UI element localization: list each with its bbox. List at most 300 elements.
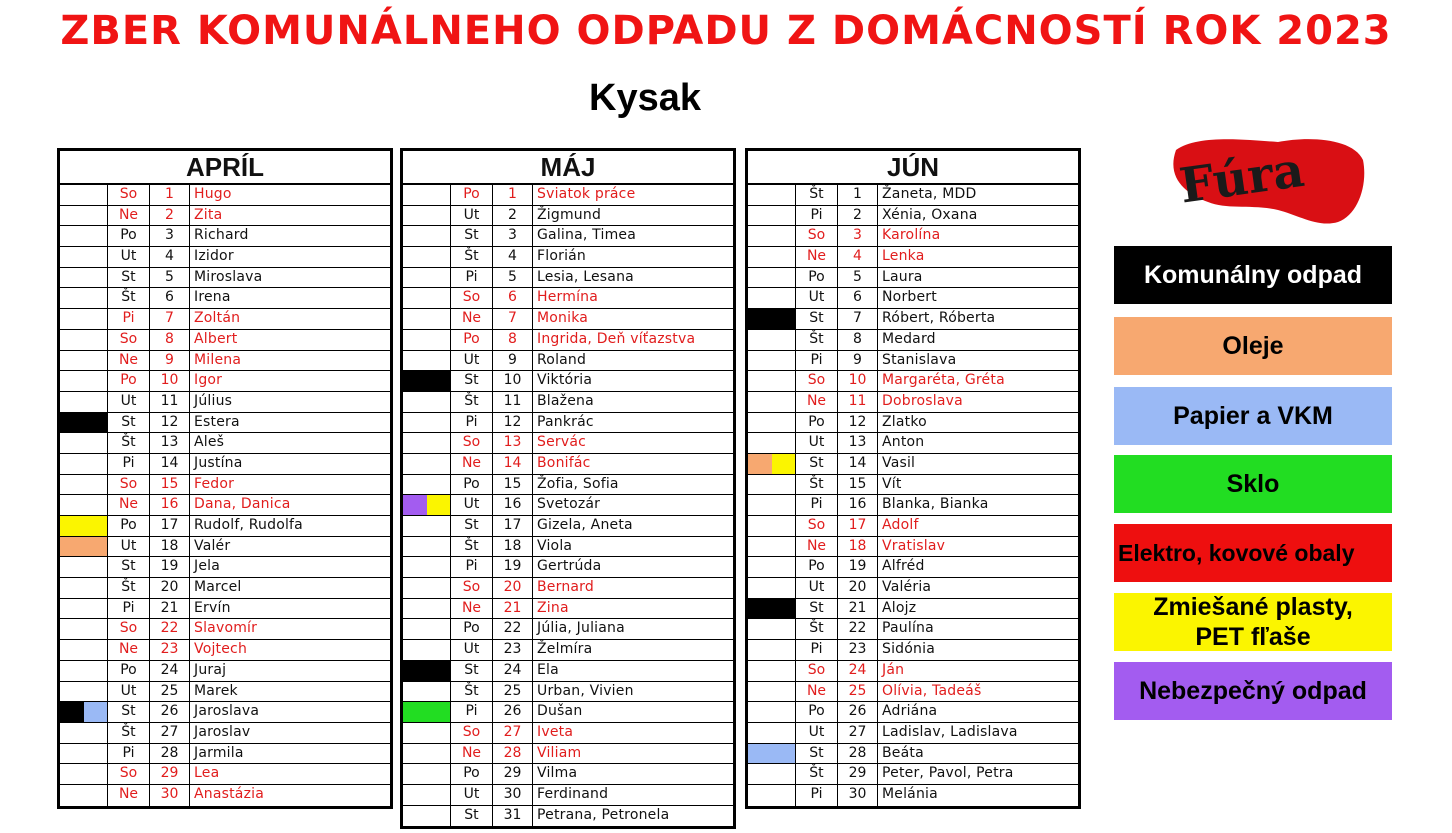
day-of-week: Št: [796, 764, 838, 784]
day-of-week: Št: [796, 185, 838, 205]
collection-mark-swatch: [403, 371, 450, 391]
day-row: [403, 495, 733, 516]
day-of-week: Pi: [108, 744, 150, 764]
day-of-week: Št: [108, 288, 150, 308]
name-day: Jaroslava: [194, 703, 260, 720]
day-number: 18: [150, 537, 190, 557]
day-row: [403, 206, 733, 227]
collection-mark: [60, 185, 108, 205]
day-row: [60, 744, 390, 765]
name-day: Anastázia: [194, 785, 265, 802]
day-number: 25: [150, 682, 190, 702]
day-number: 13: [493, 433, 533, 453]
name-day: Irena: [194, 289, 231, 306]
day-number: 3: [150, 226, 190, 246]
day-of-week: Pi: [451, 268, 493, 288]
day-number: 10: [838, 371, 878, 391]
collection-mark: [748, 454, 796, 474]
day-of-week: So: [451, 578, 493, 598]
day-number: 12: [838, 413, 878, 433]
collection-mark: [403, 351, 451, 371]
collection-mark: [403, 661, 451, 681]
collection-mark: [60, 557, 108, 577]
name-day: Ferdinand: [537, 785, 609, 802]
day-row: [748, 454, 1078, 475]
day-row: [748, 185, 1078, 206]
day-row: [748, 371, 1078, 392]
day-number: 2: [838, 206, 878, 226]
day-number: 7: [838, 309, 878, 329]
day-row: [403, 744, 733, 765]
day-row: [403, 764, 733, 785]
name-day: Júlia, Juliana: [537, 620, 625, 637]
name-day: Richard: [194, 227, 249, 244]
legend-sklo: Sklo: [1114, 455, 1392, 513]
name-day: Valéria: [882, 579, 932, 596]
collection-mark: [60, 764, 108, 784]
day-row: [748, 744, 1078, 765]
name-day: Petrana, Petronela: [537, 806, 670, 823]
day-number: 2: [493, 206, 533, 226]
collection-mark: [60, 682, 108, 702]
day-number: 20: [838, 578, 878, 598]
day-of-week: Ut: [451, 785, 493, 805]
day-number: 6: [493, 288, 533, 308]
day-row: [748, 475, 1078, 496]
collection-mark: [403, 206, 451, 226]
collection-mark: [748, 785, 796, 806]
name-day: Lea: [194, 765, 220, 782]
day-number: 12: [493, 413, 533, 433]
day-of-week: St: [451, 661, 493, 681]
day-of-week: Ne: [108, 785, 150, 806]
collection-mark: [60, 309, 108, 329]
day-of-week: Pi: [796, 495, 838, 515]
day-of-week: Ne: [796, 392, 838, 412]
legend-komunalny: Komunálny odpad: [1114, 246, 1392, 304]
day-row: [403, 330, 733, 351]
day-row: [748, 433, 1078, 454]
collection-mark: [748, 268, 796, 288]
day-number: 10: [493, 371, 533, 391]
day-row: [748, 619, 1078, 640]
day-row: [60, 682, 390, 703]
day-number: 8: [493, 330, 533, 350]
day-of-week: Ne: [108, 640, 150, 660]
day-number: 26: [150, 702, 190, 722]
day-row: [403, 413, 733, 434]
day-number: 5: [838, 268, 878, 288]
day-row: [403, 475, 733, 496]
day-of-week: Ne: [108, 495, 150, 515]
collection-mark: [748, 413, 796, 433]
name-day: Viktória: [537, 372, 593, 389]
day-number: 27: [150, 723, 190, 743]
day-of-week: Št: [108, 433, 150, 453]
day-number: 13: [838, 433, 878, 453]
collection-mark: [748, 764, 796, 784]
day-of-week: Ne: [108, 206, 150, 226]
name-day: Žofia, Sofia: [537, 475, 619, 492]
day-rows: [748, 185, 1078, 806]
collection-mark: [403, 371, 451, 391]
collection-mark: [403, 185, 451, 205]
collection-mark: [748, 682, 796, 702]
collection-mark: [748, 702, 796, 722]
day-number: 8: [150, 330, 190, 350]
day-of-week: St: [451, 371, 493, 391]
day-number: 6: [150, 288, 190, 308]
name-day: Norbert: [882, 289, 937, 306]
collection-mark-swatch: [403, 661, 450, 681]
day-row: [403, 537, 733, 558]
day-number: 2: [150, 206, 190, 226]
name-day: Vilma: [537, 765, 578, 782]
collection-mark: [748, 288, 796, 308]
day-of-week: So: [108, 330, 150, 350]
day-of-week: Ne: [451, 744, 493, 764]
day-row: [60, 392, 390, 413]
name-day: Ela: [537, 661, 559, 678]
day-row: [60, 413, 390, 434]
name-day: Svetozár: [537, 496, 601, 513]
day-row: [748, 578, 1078, 599]
name-day: Marcel: [194, 579, 242, 596]
day-number: 11: [150, 392, 190, 412]
collection-mark: [60, 288, 108, 308]
name-day: Ján: [882, 661, 905, 678]
name-day: Aleš: [194, 434, 225, 451]
collection-mark: [748, 206, 796, 226]
day-of-week: Po: [108, 226, 150, 246]
collection-mark: [748, 537, 796, 557]
day-row: [403, 454, 733, 475]
name-day: Bernard: [537, 579, 594, 596]
collection-mark: [748, 247, 796, 267]
day-of-week: Po: [796, 702, 838, 722]
month-table-april: [57, 148, 393, 809]
day-number: 9: [150, 351, 190, 371]
day-number: 26: [838, 702, 878, 722]
collection-mark: [748, 371, 796, 391]
collection-mark-swatch: [60, 413, 107, 433]
day-number: 9: [493, 351, 533, 371]
name-day: Žaneta, MDD: [882, 186, 977, 202]
collection-mark: [60, 578, 108, 598]
day-row: [748, 702, 1078, 723]
collection-mark: [403, 495, 451, 515]
month-header: JÚN: [748, 151, 1078, 185]
day-row: [748, 537, 1078, 558]
day-row: [60, 578, 390, 599]
day-row: [60, 206, 390, 227]
month-table-june: [745, 148, 1081, 809]
name-day: Blažena: [537, 392, 594, 409]
day-row: [403, 682, 733, 703]
collection-mark: [403, 226, 451, 246]
name-day: Milena: [194, 351, 242, 368]
day-row: [60, 371, 390, 392]
day-of-week: Ne: [451, 454, 493, 474]
name-day: Blanka, Bianka: [882, 496, 989, 513]
name-day: Sidónia: [882, 641, 935, 658]
day-number: 11: [838, 392, 878, 412]
day-number: 17: [150, 516, 190, 536]
day-row: [60, 640, 390, 661]
day-of-week: Št: [451, 392, 493, 412]
collection-mark: [748, 475, 796, 495]
collection-mark-swatch: [748, 599, 795, 619]
day-row: [748, 226, 1078, 247]
day-of-week: So: [108, 475, 150, 495]
day-of-week: St: [796, 309, 838, 329]
day-number: 6: [838, 288, 878, 308]
day-of-week: Št: [451, 682, 493, 702]
day-row: [60, 226, 390, 247]
day-of-week: St: [796, 744, 838, 764]
name-day: Beáta: [882, 744, 924, 761]
name-day: Žigmund: [537, 206, 602, 223]
collection-mark-swatch: [60, 702, 84, 722]
collection-mark-swatch: [403, 495, 427, 515]
collection-mark: [403, 288, 451, 308]
day-of-week: St: [108, 413, 150, 433]
collection-mark: [403, 764, 451, 784]
day-row: [748, 785, 1078, 806]
day-of-week: Št: [796, 475, 838, 495]
name-day: Karolína: [882, 227, 941, 244]
collection-mark: [748, 309, 796, 329]
day-number: 30: [838, 785, 878, 806]
name-day: Želmíra: [537, 641, 593, 658]
day-of-week: Pi: [108, 454, 150, 474]
day-number: 21: [150, 599, 190, 619]
day-row: [748, 723, 1078, 744]
day-row: [403, 309, 733, 330]
day-of-week: Ne: [108, 351, 150, 371]
day-of-week: Ne: [796, 537, 838, 557]
collection-mark: [60, 495, 108, 515]
name-day: Melánia: [882, 785, 938, 802]
collection-mark: [60, 247, 108, 267]
page-title: ZBER KOMUNÁLNEHO ODPADU Z DOMÁCNOSTÍ ROK 2023: [60, 8, 1392, 54]
name-day: Dobroslava: [882, 392, 963, 409]
name-day: Miroslava: [194, 268, 263, 285]
collection-mark: [403, 744, 451, 764]
name-day: Dušan: [537, 703, 583, 720]
collection-mark-swatch: [427, 495, 451, 515]
collection-mark-swatch: [60, 516, 107, 536]
name-day: Sviatok práce: [537, 186, 636, 202]
name-day: Fedor: [194, 475, 235, 492]
day-number: 21: [493, 599, 533, 619]
collection-mark: [748, 640, 796, 660]
name-day: Zlatko: [882, 413, 927, 430]
collection-mark: [60, 392, 108, 412]
name-day: Vít: [882, 475, 902, 492]
fura-logo: [1158, 130, 1368, 230]
day-row: [60, 475, 390, 496]
day-of-week: So: [796, 661, 838, 681]
collection-mark: [403, 309, 451, 329]
day-row: [748, 330, 1078, 351]
day-row: [403, 392, 733, 413]
name-day: Gizela, Aneta: [537, 517, 633, 533]
collection-mark-swatch: [748, 744, 795, 764]
day-of-week: Ut: [796, 578, 838, 598]
collection-mark: [60, 619, 108, 639]
day-of-week: Pi: [796, 206, 838, 226]
day-number: 29: [838, 764, 878, 784]
day-row: [60, 495, 390, 516]
name-day: Pankrác: [537, 413, 594, 430]
name-day: Ladislav, Ladislava: [882, 723, 1018, 740]
name-day: Marek: [194, 682, 238, 699]
name-day: Ervín: [194, 599, 231, 616]
day-number: 15: [838, 475, 878, 495]
name-day: Adolf: [882, 517, 919, 533]
day-of-week: Po: [451, 475, 493, 495]
day-number: 25: [493, 682, 533, 702]
day-number: 4: [493, 247, 533, 267]
day-row: [60, 599, 390, 620]
collection-mark: [748, 495, 796, 515]
day-row: [403, 640, 733, 661]
collection-mark: [60, 640, 108, 660]
day-of-week: So: [451, 288, 493, 308]
day-number: 22: [838, 619, 878, 639]
day-row: [60, 288, 390, 309]
day-row: [60, 785, 390, 806]
day-number: 14: [493, 454, 533, 474]
day-of-week: Po: [451, 764, 493, 784]
day-of-week: Po: [108, 516, 150, 536]
collection-mark: [403, 268, 451, 288]
day-number: 19: [493, 557, 533, 577]
day-row: [748, 495, 1078, 516]
day-of-week: Ut: [796, 723, 838, 743]
day-of-week: Št: [796, 330, 838, 350]
name-day: Medard: [882, 330, 936, 347]
day-of-week: Ut: [451, 640, 493, 660]
collection-mark: [403, 599, 451, 619]
day-of-week: Ut: [108, 247, 150, 267]
day-row: [60, 723, 390, 744]
day-number: 25: [838, 682, 878, 702]
day-number: 5: [493, 268, 533, 288]
day-of-week: So: [451, 723, 493, 743]
collection-mark: [403, 785, 451, 805]
day-of-week: Ne: [796, 682, 838, 702]
name-day: Xénia, Oxana: [882, 206, 978, 223]
day-number: 29: [150, 764, 190, 784]
day-number: 16: [150, 495, 190, 515]
collection-mark: [403, 640, 451, 660]
day-of-week: Ut: [796, 433, 838, 453]
collection-mark: [403, 806, 451, 827]
name-day: Iveta: [537, 723, 574, 740]
day-row: [748, 351, 1078, 372]
day-row: [403, 433, 733, 454]
day-number: 24: [838, 661, 878, 681]
collection-mark: [60, 433, 108, 453]
day-number: 1: [493, 185, 533, 205]
day-row: [60, 454, 390, 475]
day-of-week: St: [108, 557, 150, 577]
name-day: Urban, Vivien: [537, 682, 634, 699]
collection-mark: [403, 723, 451, 743]
name-day: Róbert, Róberta: [882, 310, 996, 327]
name-day: Stanislava: [882, 351, 957, 368]
day-row: [403, 351, 733, 372]
day-row: [403, 185, 733, 206]
name-day: Július: [194, 392, 233, 409]
day-row: [748, 247, 1078, 268]
collection-mark: [60, 537, 108, 557]
name-day: Galina, Timea: [537, 227, 637, 244]
day-number: 20: [150, 578, 190, 598]
collection-mark: [403, 619, 451, 639]
name-day: Alojz: [882, 599, 917, 616]
name-day: Estera: [194, 413, 240, 430]
day-of-week: Ut: [451, 351, 493, 371]
day-of-week: Pi: [451, 702, 493, 722]
day-of-week: St: [451, 226, 493, 246]
name-day: Slavomír: [194, 620, 258, 637]
day-row: [403, 806, 733, 827]
day-row: [60, 247, 390, 268]
name-day: Vojtech: [194, 641, 248, 658]
name-day: Izidor: [194, 248, 234, 265]
day-number: 8: [838, 330, 878, 350]
collection-mark: [60, 785, 108, 806]
name-day: Servác: [537, 434, 587, 451]
collection-mark: [60, 413, 108, 433]
name-day: Hermína: [537, 289, 599, 306]
name-day: Monika: [537, 310, 589, 327]
day-number: 18: [838, 537, 878, 557]
day-of-week: Št: [796, 619, 838, 639]
collection-mark: [60, 371, 108, 391]
day-row: [403, 557, 733, 578]
name-day: Vratislav: [882, 537, 946, 554]
day-of-week: Pi: [796, 640, 838, 660]
logo-text: Fúra: [1176, 141, 1308, 215]
collection-mark: [748, 433, 796, 453]
collection-mark: [748, 226, 796, 246]
day-of-week: St: [451, 806, 493, 827]
name-day: Adriána: [882, 703, 938, 720]
collection-mark: [748, 516, 796, 536]
day-row: [748, 516, 1078, 537]
day-row: [403, 288, 733, 309]
day-row: [403, 268, 733, 289]
collection-mark: [403, 247, 451, 267]
day-number: 9: [838, 351, 878, 371]
day-number: 23: [493, 640, 533, 660]
name-day: Rudolf, Rudolfa: [194, 517, 303, 533]
collection-mark: [403, 454, 451, 474]
day-number: 17: [493, 516, 533, 536]
day-number: 16: [838, 495, 878, 515]
day-of-week: So: [796, 226, 838, 246]
day-of-week: Po: [108, 661, 150, 681]
day-number: 14: [150, 454, 190, 474]
day-number: 22: [150, 619, 190, 639]
collection-mark: [748, 599, 796, 619]
collection-mark: [748, 578, 796, 598]
collection-mark: [748, 330, 796, 350]
